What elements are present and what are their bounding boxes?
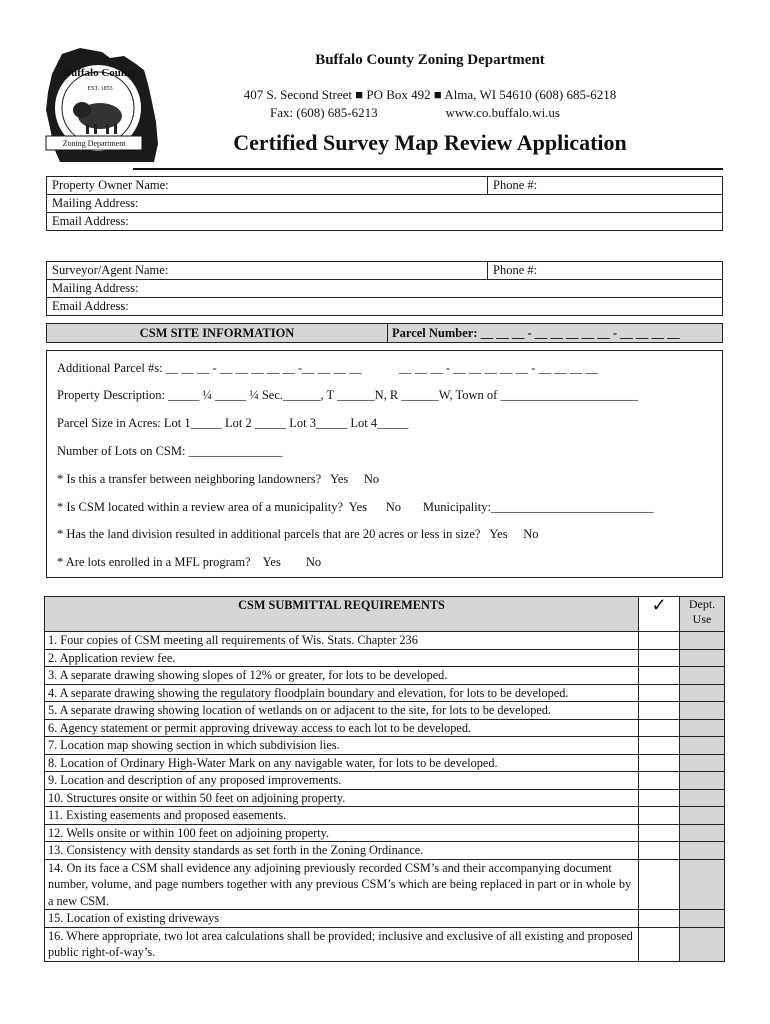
surveyor-info-box [46,261,723,316]
requirement-checkbox[interactable] [639,754,680,772]
dept-use-cell [680,702,725,720]
requirement-row [45,649,725,667]
surveyor-name-label: Surveyor/Agent Name: [52,263,169,277]
requirement-checkbox[interactable] [639,632,680,650]
requirement-checkbox[interactable] [639,842,680,860]
requirement-text: 4. A separate drawing showing the regulatory floodplain boundary and elevation, for lots to be developed. [45,684,639,702]
requirement-checkbox[interactable] [639,667,680,685]
header-divider [133,168,723,170]
owner-phone-label: Phone #: [493,178,538,192]
site-info-header [46,323,723,343]
site-info-heading: CSM SITE INFORMATION [47,324,388,342]
dept-use-cell [680,632,725,650]
requirement-text: 6. Agency statement or permit approving driveway access to each lot to be developed. [45,719,639,737]
requirement-text: 11. Existing easements and proposed easements. [45,807,639,825]
owner-mailing-field[interactable] [47,195,723,213]
requirement-text: 3. A separate drawing showing slopes of 12% or greater, for lots to be developed. [45,667,639,685]
requirement-checkbox[interactable] [639,649,680,667]
requirement-checkbox[interactable] [639,737,680,755]
surveyor-name-field[interactable] [47,262,488,280]
requirement-row [45,719,725,737]
requirement-checkbox[interactable] [639,719,680,737]
requirement-text: 16. Where appropriate, two lot area calculations shall be provided; inclusive and exclusive of all existing and proposed public right-of-way’s. [45,927,639,961]
owner-email-field[interactable] [47,213,723,231]
owner-info-box [46,176,723,231]
requirement-row [45,789,725,807]
owner-mailing-label: Mailing Address: [52,196,139,210]
parcel-number-field[interactable]: Parcel Number: __ __ __ - __ __ __ __ __ - __ __ __ __ [392,326,680,340]
surveyor-mailing-field[interactable] [47,280,723,298]
requirement-row [45,772,725,790]
dept-use-cell [680,649,725,667]
requirement-text: 12. Wells onsite or within 100 feet on adjoining property. [45,824,639,842]
logo-county-text: Buffalo County [63,67,137,79]
question-transfer[interactable]: * Is this a transfer between neighboring landowners? Yes No [57,472,380,486]
dept-use-cell [680,667,725,685]
requirement-row [45,684,725,702]
requirement-row [45,842,725,860]
requirement-row [45,910,725,928]
requirement-text: 5. A separate drawing showing location of wetlands on or adjacent to the site, for lots to be developed. [45,702,639,720]
site-info-panel [46,350,723,578]
number-of-lots-field[interactable]: Number of Lots on CSM: _______________ [57,444,283,458]
owner-phone-field[interactable] [488,177,723,195]
requirement-checkbox[interactable] [639,702,680,720]
requirement-row [45,737,725,755]
question-review-area[interactable]: * Is CSM located within a review area of a municipality? Yes No Municipality:__________________________ [57,500,654,514]
logo-banner-text: Zoning Department [62,139,126,148]
requirement-row [45,824,725,842]
dept-header-line1: Dept. [688,597,716,611]
website-link[interactable]: www.co.buffalo.wi.us [445,105,560,120]
surveyor-phone-label: Phone #: [493,263,538,277]
dept-use-cell [680,859,725,910]
surveyor-mailing-label: Mailing Address: [52,281,139,295]
requirement-text: 10. Structures onsite or within 50 feet on adjoining property. [45,789,639,807]
dept-use-cell [680,789,725,807]
dept-use-cell [680,824,725,842]
dept-use-cell [680,754,725,772]
requirement-checkbox[interactable] [639,927,680,961]
dept-use-cell [680,737,725,755]
requirement-checkbox[interactable] [639,910,680,928]
parcel-size-field[interactable]: Parcel Size in Acres: Lot 1_____ Lot 2 _____ Lot 3_____ Lot 4_____ [57,416,409,430]
requirement-text: 2. Application review fee. [45,649,639,667]
dept-use-cell [680,927,725,961]
requirement-row [45,667,725,685]
logo-year-text: EST. 1853 [87,86,113,92]
surveyor-phone-field[interactable] [488,262,723,280]
dept-use-cell [680,719,725,737]
fax-number: Fax: (608) 685-6213 [270,105,378,120]
requirement-row [45,632,725,650]
requirements-heading: CSM SUBMITTAL REQUIREMENTS [45,597,639,632]
dept-use-header [680,597,725,632]
requirement-text: 14. On its face a CSM shall evidence any adjoining previously recorded CSM’s and their accompanying document number, volume, and page numbers together with any previous CSM’s which are being replaced in part or in whole by a new CSM. [45,859,639,910]
submittal-requirements-table [44,596,725,962]
surveyor-email-field[interactable] [47,298,723,316]
question-additional-parcels[interactable]: * Has the land division resulted in additional parcels that are 20 acres or less in size? Yes No [57,527,539,541]
requirement-row [45,807,725,825]
dept-use-cell [680,684,725,702]
requirement-text: 7. Location map showing section in which subdivision lies. [45,737,639,755]
address-line: 407 S. Second Street ■ PO Box 492 ■ Alma, WI 54610 (608) 685-6218 [243,87,617,102]
requirement-checkbox[interactable] [639,772,680,790]
requirement-checkbox[interactable] [639,789,680,807]
requirement-checkbox[interactable] [639,684,680,702]
dept-use-cell [680,842,725,860]
additional-parcels-field[interactable]: Additional Parcel #s: __ __ __ - __ __ __ __ __ -__ __ __ __ __ __ __ - __ __ __ __ __ - __ __ __ __ [57,361,598,375]
checkmark-header-icon: ✓ [639,597,680,632]
requirement-row [45,702,725,720]
requirement-text: 13. Consistency with density standards as set forth in the Zoning Ordinance. [45,842,639,860]
requirement-text: 8. Location of Ordinary High-Water Mark on any navigable water, for lots to be developed. [45,754,639,772]
requirement-row [45,754,725,772]
dept-use-cell [680,772,725,790]
requirement-text: 1. Four copies of CSM meeting all requirements of Wis. Stats. Chapter 236 [45,632,639,650]
surveyor-email-label: Email Address: [52,299,129,313]
question-mfl[interactable]: * Are lots enrolled in a MFL program? Yes No [57,555,322,569]
department-name: Buffalo County Zoning Department [315,52,545,68]
requirement-text: 15. Location of existing driveways [45,910,639,928]
owner-name-field[interactable] [47,177,488,195]
requirement-checkbox[interactable] [639,807,680,825]
requirement-text: 9. Location and description of any proposed improvements. [45,772,639,790]
owner-email-label: Email Address: [52,214,129,228]
requirement-row [45,859,725,910]
form-title: Certified Survey Map Review Application [233,130,627,155]
dept-use-cell [680,910,725,928]
owner-name-label: Property Owner Name: [52,178,169,192]
dept-use-cell [680,807,725,825]
requirement-checkbox[interactable] [639,824,680,842]
requirement-row [45,927,725,961]
county-logo [40,44,168,168]
dept-header-line2: Use [692,612,712,626]
property-description-field[interactable]: Property Description: _____ ¼ _____ ¼ Sec.______, T ______N, R ______W, Town of ______________________ [57,388,638,402]
requirement-checkbox[interactable] [639,859,680,910]
